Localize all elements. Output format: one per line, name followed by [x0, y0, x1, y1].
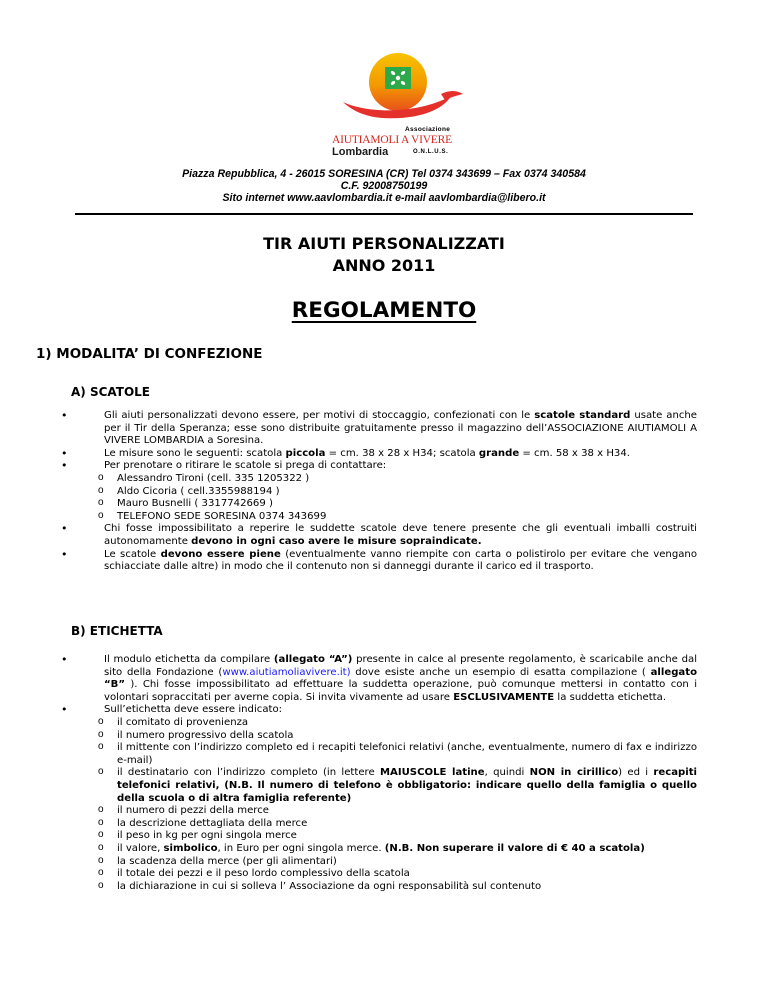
logo-line2: AIUTIAMOLI A VIVERE — [332, 134, 452, 146]
label-field-item: o la dichiarazione in cui si solleva l’ Associazione da ogni responsabilità sul contenuto — [87, 881, 697, 894]
list-item: • Il modulo etichetta da compilare (allegato “A”) presente in calce al presente regolamento, è scaricabile anche dal sito della Fondazione (www.aiutiamoliavivere.it) dove esiste anche un esempio di esatta compilazione ( allegato “B” ). Chi fosse impossibilitato ad effettuare la suddetta operazione, può comunque mettersi in contatto con i volontari sopraccitati per averne copia. Si invita vivamente ad usare ESCLUSIVAMENTE la suddetta etichetta. — [87, 654, 697, 704]
label-field-item: o il destinatario con l’indirizzo completo (in lettere MAIUSCOLE latine, quindi NON in cirillico) ed i recapiti telefonici relativi, (N.B. Il numero di telefono è obbligatorio: indicare quello della famiglia o quello della scuola o di altra famiglia referente) — [87, 767, 697, 805]
doc-title-line1: TIR AIUTI PERSONALIZZATI — [263, 234, 505, 253]
label-field-item: o il comitato di provenienza — [87, 717, 697, 730]
list-item: • Per prenotare o ritirare le scatole si prega di contattare: — [87, 460, 697, 473]
contact-item: o Aldo Cicoria ( cell.3355988194 ) — [87, 486, 697, 499]
label-field-item: o la descrizione dettagliata della merce — [87, 818, 697, 831]
section-a-body — [87, 410, 697, 574]
contact-item: o Alessandro Tironi (cell. 335 1205322 ) — [87, 473, 697, 486]
doc-title-line2: ANNO 2011 — [332, 256, 436, 275]
list-item: • Chi fosse impossibilitato a reperire le suddette scatole deve tenere presente che gli eventuali imballi costruiti autonomamente devono in ogni caso avere le misure sopraindicate. — [87, 523, 697, 548]
logo-line4: O.N.L.U.S. — [413, 149, 449, 155]
regolamento-heading: REGOLAMENTO — [291, 298, 477, 323]
section-b-heading: B) ETICHETTA — [71, 624, 163, 638]
label-field-item: o il numero di pezzi della merce — [87, 805, 697, 818]
label-field-item: o il peso in kg per ogni singola merce — [87, 830, 697, 843]
letterhead-address: Piazza Repubblica, 4 - 26015 SORESINA (CR) Tel 0374 343699 – Fax 0374 340584 — [182, 168, 586, 180]
contact-item: o TELEFONO SEDE SORESINA 0374 343699 — [87, 511, 697, 524]
section-a-heading: A) SCATOLE — [71, 385, 150, 399]
logo-line1: Associazione — [405, 126, 451, 133]
letterhead-cf: C.F. 92008750199 — [340, 180, 428, 192]
logo-line3: Lombardia — [332, 146, 389, 158]
list-item: • Sull’etichetta deve essere indicato: — [87, 704, 697, 717]
label-field-item: o la scadenza della merce (per gli alimentari) — [87, 856, 697, 869]
label-field-item: o il numero progressivo della scatola — [87, 730, 697, 743]
label-field-item: o il mittente con l’indirizzo completo ed i recapiti telefonici relativi (anche, eventualmente, numero di fax e indirizzo e-mail) — [87, 742, 697, 767]
label-field-item: o il totale dei pezzi e il peso lordo complessivo della scatola — [87, 868, 697, 881]
contact-item: o Mauro Busnelli ( 3317742669 ) — [87, 498, 697, 511]
section-b-body — [87, 654, 697, 893]
list-item: • Le misure sono le seguenti: scatola piccola = cm. 38 x 28 x H34; scatola grande = cm. 58 x 38 x H34. — [87, 448, 697, 461]
label-field-item: o il valore, simbolico, in Euro per ogni singola merce. (N.B. Non superare il valore di € 40 a scatola) — [87, 843, 697, 856]
association-logo — [323, 52, 473, 162]
fondazione-link[interactable]: www.aiutiamoliavivere.it) — [222, 666, 351, 678]
list-item: • Le scatole devono essere piene (eventualmente vanno riempite con carta o polistirolo per evitare che vengano schiacciate dalle altre) in modo che il contenuto non si danneggi durante il carico ed il trasporto. — [87, 549, 697, 574]
letterhead-web[interactable]: Sito internet www.aavlombardia.it e-mail aavlombardia@libero.it — [222, 192, 546, 204]
section1-heading: 1) MODALITA’ DI CONFEZIONE — [36, 346, 263, 362]
header-divider — [75, 213, 693, 215]
list-item: • Gli aiuti personalizzati devono essere, per motivi di stoccaggio, confezionati con le scatole standard usate anche per il Tir della Speranza; esse sono distribuite gratuitamente presso il magazzino dell’ASSOCIAZIONE AIUTIAMOLI A VIVERE LOMBARDIA a Soresina. — [87, 410, 697, 448]
